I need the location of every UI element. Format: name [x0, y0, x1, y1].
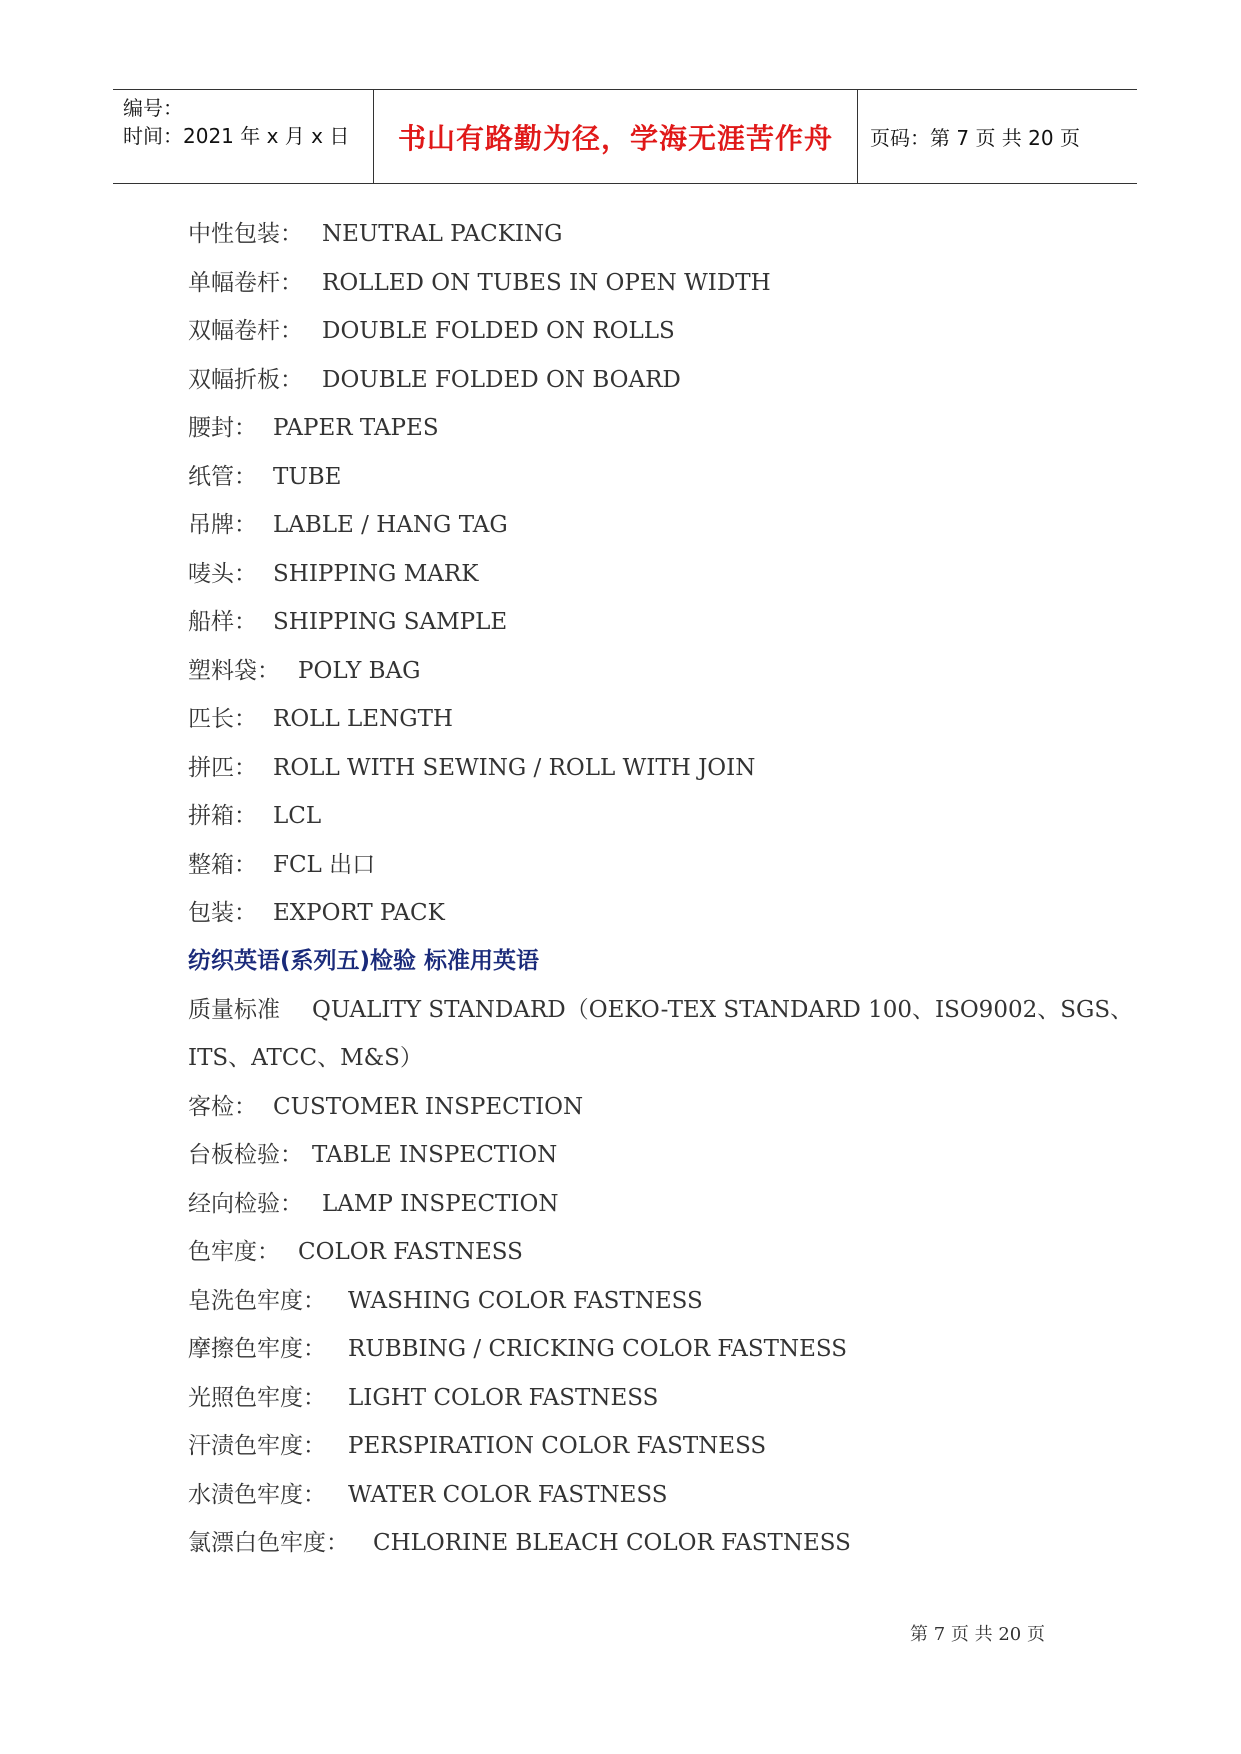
entry-english: WASHING COLOR FASTNESS — [348, 1288, 703, 1314]
glossary-entry — [188, 753, 755, 783]
glossary-entry — [188, 704, 453, 734]
entry-term: 单幅卷杆： — [188, 270, 303, 296]
entry-english: DOUBLE FOLDED ON BOARD — [322, 367, 681, 393]
entry-english: TUBE — [273, 464, 342, 490]
entry-english: POLY BAG — [298, 658, 421, 684]
glossary-entry — [188, 219, 563, 249]
glossary-entry — [188, 1383, 658, 1413]
entry-term: 包装： — [188, 900, 257, 926]
glossary-entry — [188, 365, 681, 395]
glossary-entry — [188, 850, 375, 880]
entry-english: ROLLED ON TUBES IN OPEN WIDTH — [322, 270, 771, 296]
entry-term: 船样： — [188, 609, 257, 635]
entry-english: CHLORINE BLEACH COLOR FASTNESS — [373, 1530, 851, 1556]
glossary-entry — [188, 268, 771, 298]
entry-term: 整箱： — [188, 852, 257, 878]
entry-term: 经向检验： — [188, 1191, 303, 1217]
entry-english: CUSTOMER INSPECTION — [273, 1094, 584, 1120]
entry-english: ROLL LENGTH — [273, 706, 453, 732]
page-footer: 第 7 页 共 20 页 — [910, 1624, 1045, 1645]
entry-english: EXPORT PACK — [273, 900, 445, 926]
quality-standard-entry — [188, 995, 1133, 1025]
entry-english: TABLE INSPECTION — [312, 1142, 558, 1168]
entry-term: 氯漂白色牢度： — [188, 1530, 349, 1556]
entry-term: 拼匹： — [188, 755, 257, 781]
entry-english: SHIPPING SAMPLE — [273, 609, 508, 635]
glossary-entry — [188, 607, 507, 637]
entry-term: 拼箱： — [188, 803, 257, 829]
entry-term: 水渍色牢度： — [188, 1482, 326, 1508]
glossary-entry — [188, 1189, 558, 1219]
entry-term: 匹长： — [188, 706, 257, 732]
motto-text: 书山有路勤为径，学海无涯苦作舟 — [397, 121, 833, 155]
entry-term: 色牢度： — [188, 1239, 280, 1265]
time-label: 时间：2021 年 x 月 x 日 — [123, 124, 350, 148]
number-label: 编号： — [123, 96, 183, 120]
page-header — [113, 89, 1137, 184]
glossary-entry — [188, 801, 321, 831]
entry-term: 吊牌： — [188, 512, 257, 538]
glossary-entry — [188, 1092, 583, 1122]
entry-term: 摩擦色牢度： — [188, 1336, 326, 1362]
header-motto-cell — [373, 90, 858, 183]
glossary-entry — [188, 413, 439, 443]
entry-term: 塑料袋： — [188, 658, 280, 684]
entry-english: FCL 出口 — [273, 852, 376, 878]
entry-english: NEUTRAL PACKING — [322, 221, 563, 247]
header-info-cell — [113, 90, 373, 183]
entry-english: DOUBLE FOLDED ON ROLLS — [322, 318, 675, 344]
entry-term: 质量标准 — [188, 997, 280, 1023]
entry-term: 皂洗色牢度： — [188, 1288, 326, 1314]
entry-english: PAPER TAPES — [273, 415, 439, 441]
glossary-entry — [188, 1140, 557, 1170]
entry-english: LABLE / HANG TAG — [273, 512, 508, 538]
glossary-entry — [188, 1528, 851, 1558]
header-page-cell — [858, 90, 1137, 183]
entry-english: PERSPIRATION COLOR FASTNESS — [348, 1433, 767, 1459]
entry-english: SHIPPING MARK — [273, 561, 479, 587]
glossary-entry — [188, 1480, 668, 1510]
glossary-entry — [188, 510, 508, 540]
entry-english: RUBBING / CRICKING COLOR FASTNESS — [348, 1336, 848, 1362]
entry-english: LIGHT COLOR FASTNESS — [348, 1385, 659, 1411]
glossary-entry — [188, 656, 421, 686]
page-code: 页码：第 7 页 共 20 页 — [870, 126, 1080, 150]
entry-english: LCL — [273, 803, 322, 829]
entry-term: 光照色牢度： — [188, 1385, 326, 1411]
entry-term: 腰封： — [188, 415, 257, 441]
entry-term: 台板检验： — [188, 1142, 303, 1168]
entry-english: LAMP INSPECTION — [322, 1191, 559, 1217]
glossary-entry — [188, 316, 675, 346]
entry-term: 汗渍色牢度： — [188, 1433, 326, 1459]
entry-english: QUALITY STANDARD（OEKO-TEX STANDARD 100、ISO9002、SGS、 — [312, 997, 1134, 1023]
glossary-entry — [188, 1334, 847, 1364]
entry-term: 双幅卷杆： — [188, 318, 303, 344]
glossary-entry — [188, 462, 341, 492]
entry-term: 客检： — [188, 1094, 257, 1120]
glossary-entry — [188, 559, 478, 589]
section-heading: 纺织英语(系列五)检验 标准用英语 — [188, 948, 540, 974]
glossary-entry — [188, 1237, 523, 1267]
glossary-entry — [188, 1286, 703, 1316]
entry-english: WATER COLOR FASTNESS — [348, 1482, 668, 1508]
entry-term: 双幅折板： — [188, 367, 303, 393]
quality-standard-continuation: ITS、ATCC、M&S） — [188, 1045, 423, 1071]
glossary-entry — [188, 898, 445, 928]
entry-english: COLOR FASTNESS — [298, 1239, 523, 1265]
entry-term: 中性包装： — [188, 221, 303, 247]
entry-term: 唛头： — [188, 561, 257, 587]
glossary-entry — [188, 1431, 766, 1461]
entry-term: 纸管： — [188, 464, 257, 490]
entry-english: ROLL WITH SEWING / ROLL WITH JOIN — [273, 755, 756, 781]
